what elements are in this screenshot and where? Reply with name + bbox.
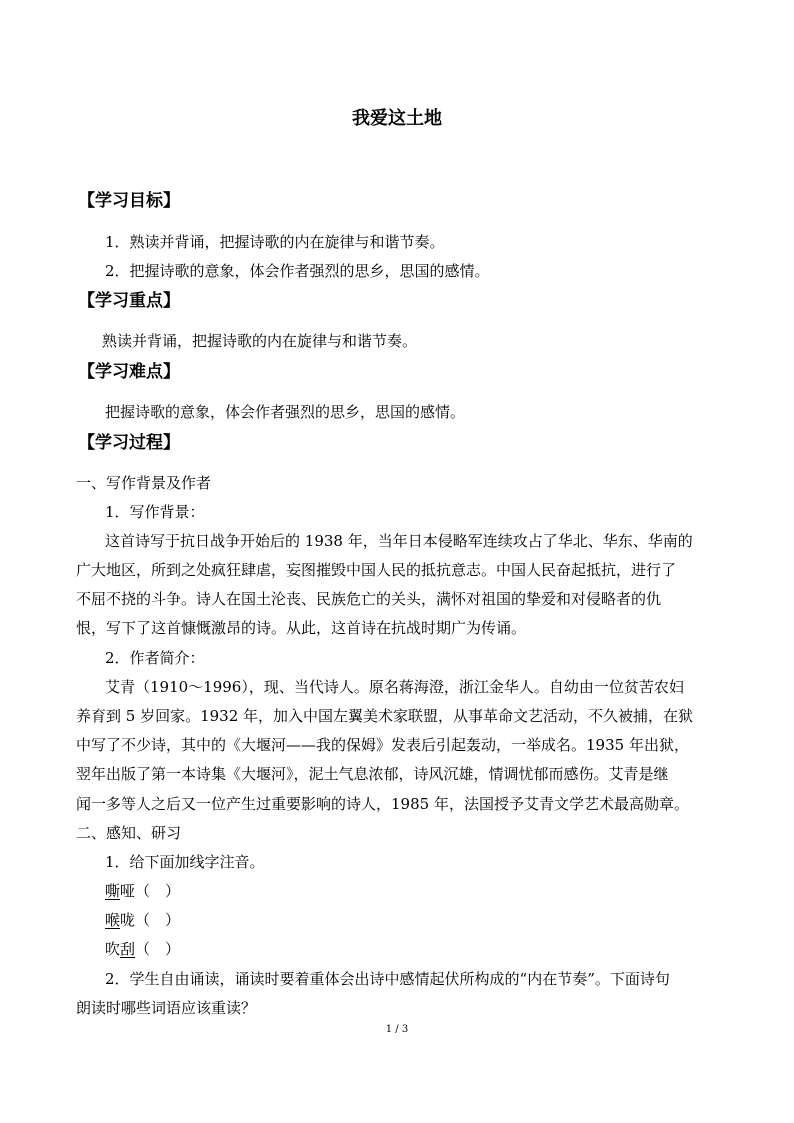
- underlined-char: 嘶: [105, 882, 121, 900]
- author-paragraph-line: 翌年出版了第一本诗集《大堰河》，泥土气息浓郁，诗风沉雄，情调忧郁而感伤。艾青是继: [76, 765, 669, 783]
- goal-item-1: 1．熟读并背诵，把握诗歌的内在旋律与和谐节奏。: [105, 233, 445, 251]
- pinyin-word-item: [105, 939, 180, 959]
- underlined-char: 喉: [105, 911, 121, 929]
- author-paragraph-line: 养育到 5 岁回家。1932 年，加入中国左翼美术家联盟，从事革命文艺活动，不久被捕，在狱: [76, 707, 694, 725]
- author-paragraph-line: 中写了不少诗，其中的《大堰河——我的保姆》发表后引起轰动，一举成名。1935 年出狱，: [76, 736, 689, 754]
- difficulty-text: 把握诗歌的意象，体会作者强烈的思乡，思国的感情。: [105, 403, 466, 421]
- part2-heading: 二、感知、研习: [76, 824, 182, 842]
- question-1: 1．给下面加线字注音。: [105, 853, 265, 871]
- section-heading-process: 【学习过程】: [78, 433, 180, 453]
- question-2-line: 朗读时哪些词语应该重读？: [76, 999, 257, 1017]
- section-heading-goals: 【学习目标】: [78, 191, 180, 211]
- background-paragraph-line: 恨，写下了这首慷慨激昂的诗。从此，这首诗在抗战时期广为传诵。: [76, 619, 527, 637]
- document-title: 我爱这土地: [352, 108, 442, 129]
- pinyin-word-item: [105, 881, 180, 901]
- background-paragraph-line: 广大地区，所到之处疯狂肆虐，妄图摧毁中国人民的抵抗意志。中国人民奋起抵抗，进行了: [76, 561, 677, 579]
- background-paragraph-line: 不屈不挠的斗争。诗人在国土沦丧、民族危亡的关头，满怀对祖国的挚爱和对侵略者的仇: [76, 590, 662, 608]
- pinyin-word-item: [105, 910, 180, 930]
- goal-item-2: 2．把握诗歌的意象，体会作者强烈的思乡，思国的感情。: [105, 262, 490, 280]
- underlined-char: 刮: [120, 940, 136, 958]
- author-paragraph-line: 闻一多等人之后又一位产生过重要影响的诗人，1985 年，法国授予艾青文学艺术最高勋章。: [76, 795, 689, 813]
- question-2-line: 2．学生自由诵读，诵读时要着重体会出诗中感情起伏所构成的“内在节奏”。下面诗句: [105, 970, 670, 988]
- word-suffix: 咙（ ）: [120, 911, 181, 929]
- section-heading-difficulty: 【学习难点】: [78, 362, 180, 382]
- page-number: 1 / 3: [385, 1024, 409, 1035]
- word-suffix: （ ）: [135, 940, 181, 958]
- section-heading-focus: 【学习重点】: [78, 291, 180, 311]
- part1-sub-author: 2．作者简介：: [105, 649, 205, 667]
- part1-heading: 一、写作背景及作者: [76, 474, 212, 492]
- word-suffix: 哑（ ）: [120, 882, 181, 900]
- author-paragraph-line: 艾青（1910～1996），现、当代诗人。原名蒋海澄，浙江金华人。自幼由一位贫苦农妇: [105, 678, 684, 696]
- focus-text: 熟读并背诵，把握诗歌的内在旋律与和谐节奏。: [102, 332, 418, 350]
- background-paragraph-line: 这首诗写于抗日战争开始后的 1938 年，当年日本侵略军连续攻占了华北、华东、华南的: [105, 532, 693, 550]
- part1-sub-background: 1．写作背景：: [105, 503, 205, 521]
- word-prefix: 吹: [105, 940, 121, 958]
